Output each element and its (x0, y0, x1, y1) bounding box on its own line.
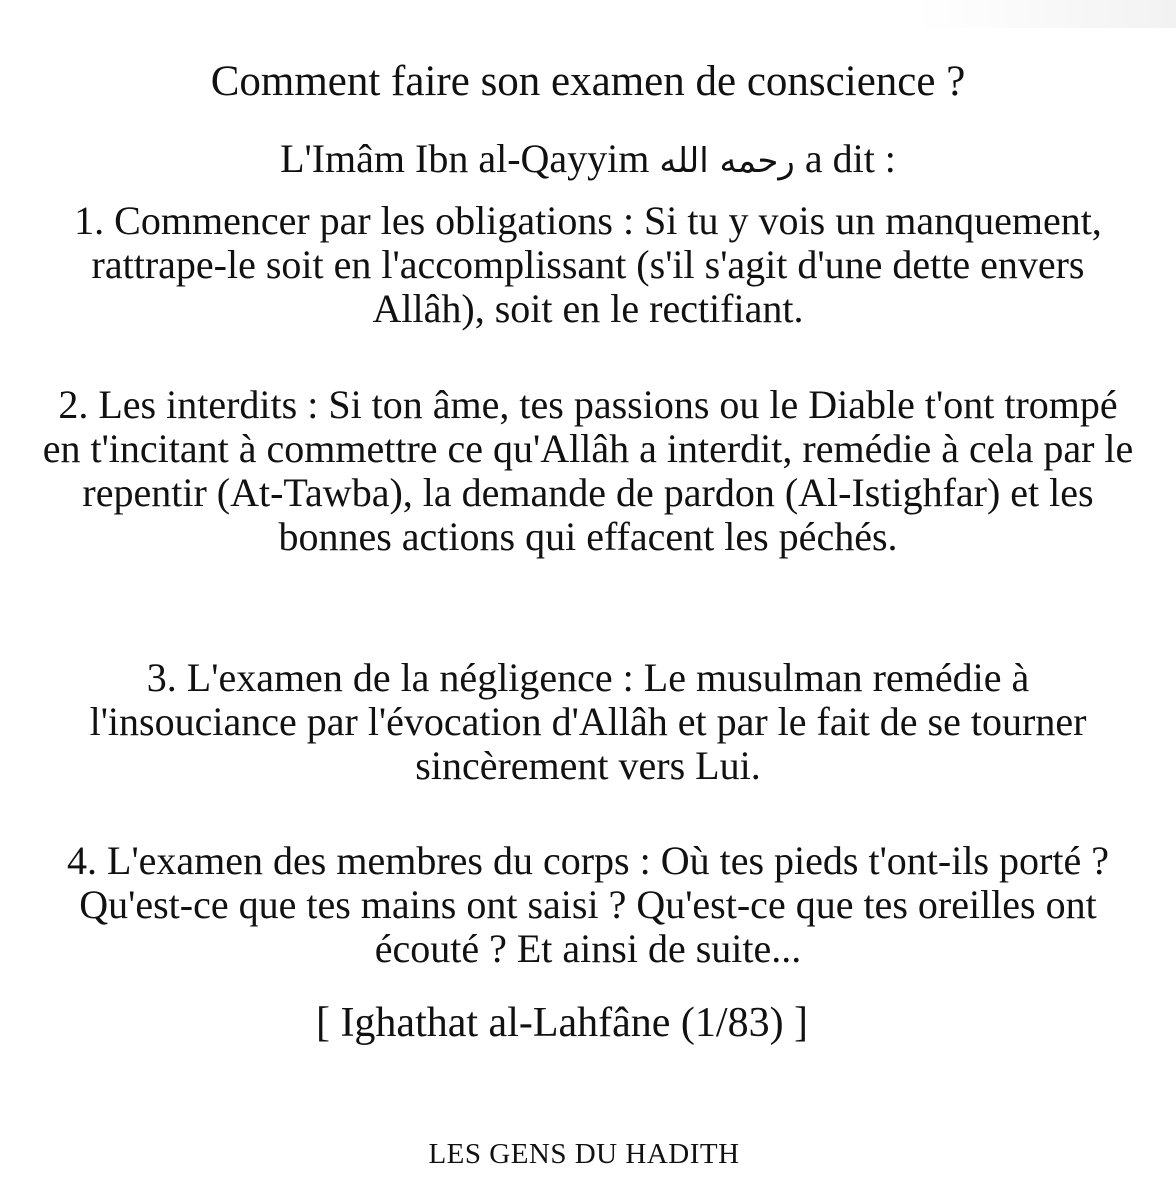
document-title: Comment faire son examen de conscience ? (210, 58, 966, 105)
point-membres-du-corps: 4. L'examen des membres du corps : Où tes pieds t'ont-ils porté ? Qu'est-ce que tes mains ont saisi ? Qu'est-ce que tes oreilles ont écouté ? Et ainsi de suite... (67, 838, 1109, 971)
source-reference: [ Ighathat al-Lahfâne (1/83) ] (315, 1000, 809, 1046)
footer-signature: LES GENS DU HADITH (428, 1138, 740, 1170)
intro-said: a dit : (804, 136, 896, 181)
intro-arabic-honorific: رحمه الله (659, 141, 795, 181)
intro-author: L'Imâm Ibn al-Qayyim (280, 136, 650, 181)
point-obligations: 1. Commencer par les obligations : Si tu y vois un manquement, rattrape-le soit en l'accomplissant (s'il s'agit d'une dette envers Allâh), soit en le rectifiant. (74, 198, 1102, 331)
point-negligence: 3. L'examen de la négligence : Le musulman remédie à l'insouciance par l'évocation d'Allâh et par le fait de se tourner sincèrement vers Lui. (89, 655, 1087, 788)
point-interdits: 2. Les interdits : Si ton âme, tes passions ou le Diable t'ont trompé en t'incitant à commettre ce qu'Allâh a interdit, remédie à cela par le repentir (At-Tawba), la demande de pardon (Al-Istighfar) et les bonnes actions qui effacent les péchés. (42, 382, 1134, 559)
intro-line (0, 135, 1176, 185)
